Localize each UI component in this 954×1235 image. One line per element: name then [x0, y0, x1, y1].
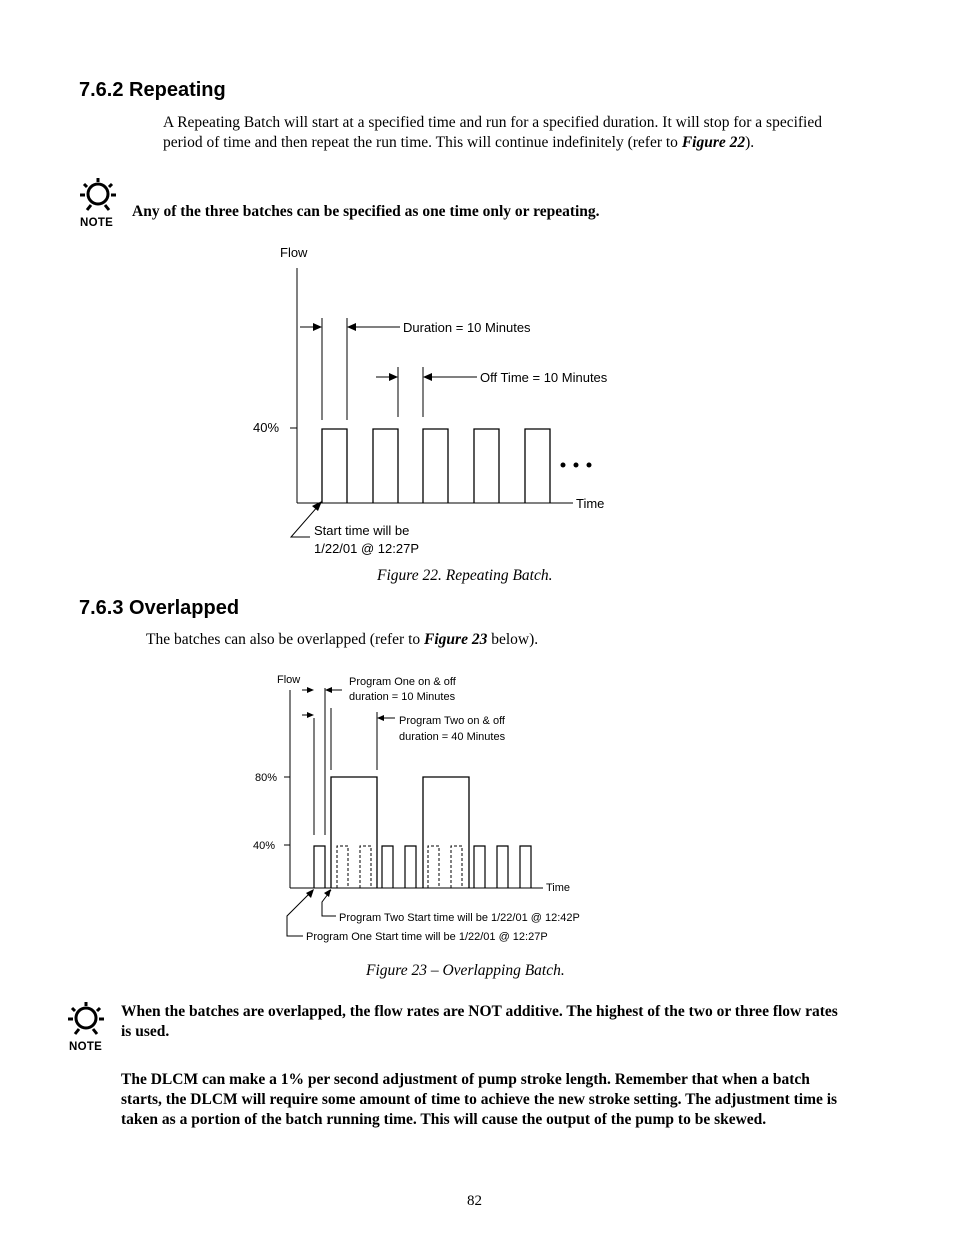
- program-one-label-line-1: Program One on & off: [349, 676, 456, 688]
- lightbulb-note-icon: [76, 172, 120, 216]
- note-2-paragraph-2: The DLCM can make a 1% per second adjustment of pump stroke length. Remember that when a batch starts, the DLCM will require some amount of time to achieve the new stroke setting. The adjustment time is taken as a portion of the batch running time. This will cause the output of the pump to be skewed.: [121, 1071, 838, 1128]
- flow-axis-label: Flow: [277, 674, 301, 686]
- figure-23-reference: Figure 23: [424, 631, 488, 648]
- note-2-paragraph-1: When the batches are overlapped, the flow rates are NOT additive. The highest of the two or three flow rates is used.: [121, 1003, 838, 1040]
- program-two-label-line-2: duration = 40 Minutes: [399, 731, 506, 743]
- note-callout-1: [76, 172, 120, 232]
- program-one-start-label: Program One Start time will be 1/22/01 @ 12:27P: [306, 931, 548, 943]
- program-one-label-line-2: duration = 10 Minutes: [349, 691, 456, 703]
- figure-22-repeating-batch-diagram: [240, 236, 680, 566]
- repeating-body-text: A Repeating Batch will start at a specified time and run for a specified duration. It will stop for a specified period of time and then repeat the run time. This will continue indefinitely (refer to Figure 22).: [163, 114, 822, 151]
- level-40-label: 40%: [253, 840, 276, 852]
- level-40-label: 40%: [253, 420, 280, 435]
- start-time-label-line-2: 1/22/01 @ 12:27P: [314, 541, 419, 556]
- time-axis-label: Time: [576, 496, 605, 511]
- off-time-label: Off Time = 10 Minutes: [480, 370, 608, 385]
- note-1-text: Any of the three batches can be specified as one time only or repeating.: [132, 203, 600, 220]
- start-time-label-line-1: Start time will be: [314, 523, 410, 538]
- pulse-1: [322, 429, 347, 503]
- pulse-5: [525, 429, 550, 503]
- figure-23-caption: Figure 23 – Overlapping Batch.: [366, 962, 565, 979]
- figure-23-overlapping-batch-diagram: [240, 668, 660, 948]
- level-80-label: 80%: [255, 772, 278, 784]
- program-two-label-line-1: Program Two on & off: [399, 715, 505, 727]
- note-callout-2: [64, 996, 108, 1056]
- time-axis-label: Time: [546, 882, 571, 894]
- pulse-4: [474, 429, 499, 503]
- figure-22-reference: Figure 22: [681, 134, 746, 151]
- section-heading-overlapped: 7.6.3 Overlapped: [79, 597, 240, 619]
- lightbulb-note-icon: [64, 996, 108, 1040]
- note-label: NOTE: [69, 1041, 103, 1053]
- program-one-overridden-pulses: [337, 846, 462, 888]
- page-number: 82: [467, 1193, 482, 1209]
- pulse-train: [322, 429, 550, 503]
- duration-label: Duration = 10 Minutes: [403, 320, 531, 335]
- figure-22-caption: Figure 22. Repeating Batch.: [377, 567, 553, 584]
- note-label: NOTE: [80, 217, 114, 229]
- program-two-pulses: [331, 777, 469, 888]
- program-two-start-label: Program Two Start time will be 1/22/01 @ 12:42P: [339, 912, 580, 924]
- overlapped-body-text: The batches can also be overlapped (refer to Figure 23 below).: [146, 631, 539, 648]
- pulse-3: [423, 429, 448, 503]
- section-heading-repeating: 7.6.2 Repeating: [79, 79, 226, 101]
- pulse-2: [373, 429, 398, 503]
- flow-axis-label: Flow: [280, 245, 308, 260]
- continuation-dots: [561, 463, 592, 468]
